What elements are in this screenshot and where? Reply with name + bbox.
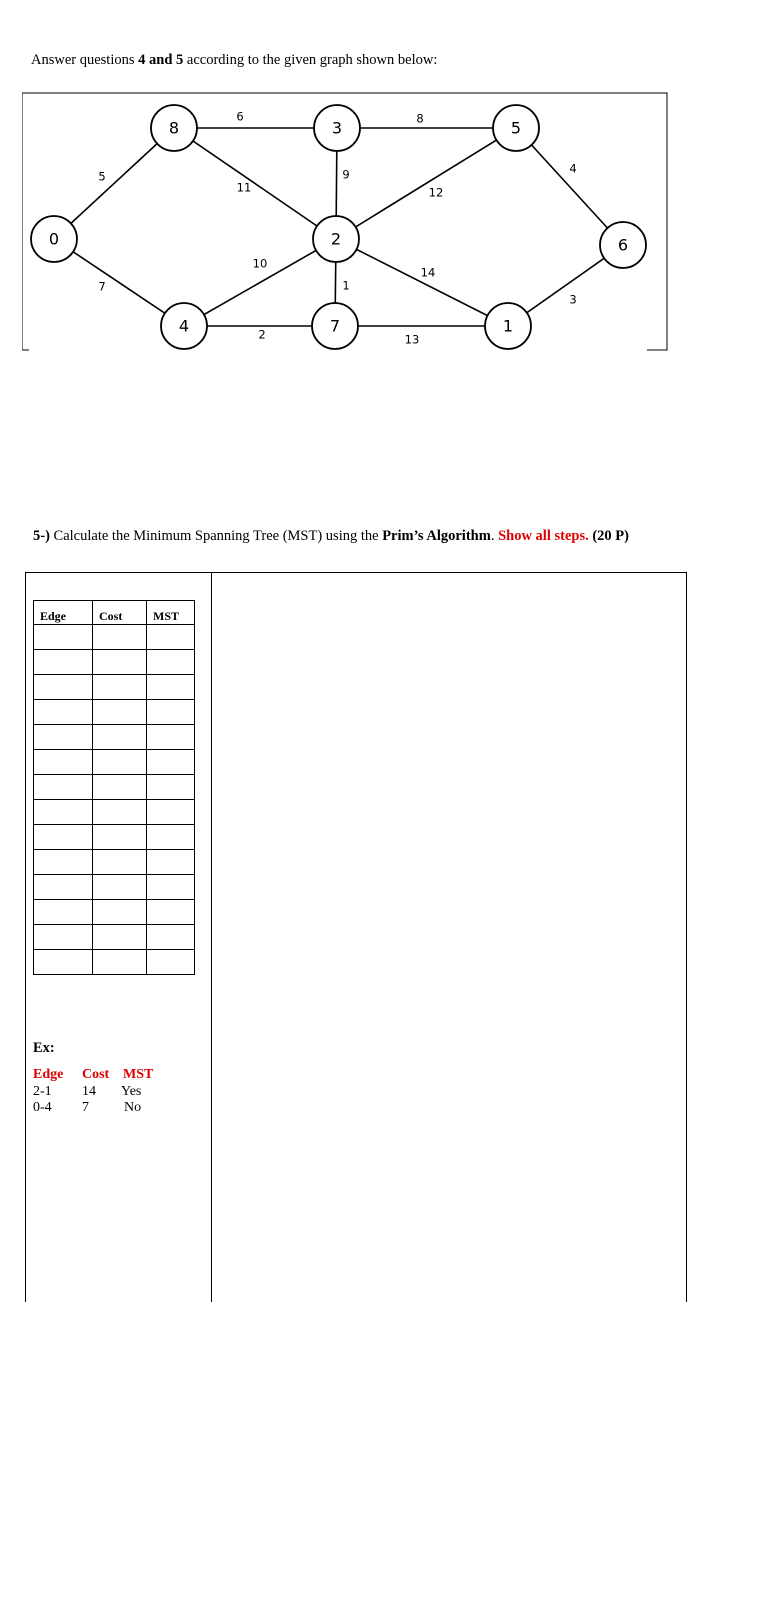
intro-text [31, 52, 437, 69]
mst-table-row [34, 675, 195, 700]
mst-table-cell[interactable] [34, 800, 93, 825]
mst-table-row [34, 750, 195, 775]
edge-0-8 [54, 128, 174, 239]
mst-table-cell[interactable] [34, 925, 93, 950]
mst-table-cell[interactable] [34, 725, 93, 750]
mst-table-cell[interactable] [34, 825, 93, 850]
intro-prefix: Answer questions [31, 52, 139, 68]
example-row [33, 1100, 193, 1117]
mst-table-cell[interactable] [34, 900, 93, 925]
mst-table-row [34, 625, 195, 650]
mst-table-cell[interactable] [93, 800, 147, 825]
node-label: 2 [330, 229, 342, 249]
question-algorithm: Prim’s Algorithm [382, 528, 491, 544]
question-number: 5-) [33, 528, 50, 544]
node-label: 1 [502, 316, 514, 336]
node-0 [31, 216, 77, 262]
mst-table-cell[interactable] [34, 775, 93, 800]
example-edge: 2-1 [33, 1083, 52, 1099]
mst-table-header-row [34, 601, 195, 625]
edge-weight-label: 4 [569, 161, 577, 176]
mst-table-cell[interactable] [34, 650, 93, 675]
example-header-row [33, 1067, 193, 1084]
node-label: 0 [48, 229, 60, 249]
mst-table-cell[interactable] [34, 675, 93, 700]
graph-figure [22, 92, 692, 367]
mst-table-cell[interactable] [147, 850, 195, 875]
mst-table-cell[interactable] [34, 950, 93, 975]
mst-table-cell[interactable] [147, 925, 195, 950]
mst-table-cell[interactable] [93, 950, 147, 975]
edge-weight-label: 12 [428, 185, 444, 200]
mst-table-cell[interactable] [147, 725, 195, 750]
mst-table-row [34, 900, 195, 925]
mst-header-cost: Cost [93, 601, 147, 625]
mst-table-cell[interactable] [147, 750, 195, 775]
mst-table-cell[interactable] [147, 950, 195, 975]
question-period: . [490, 528, 495, 544]
edge-weight-label: 6 [236, 109, 244, 124]
mst-table-row [34, 925, 195, 950]
edge-weight-label: 10 [252, 256, 268, 271]
node-2 [313, 216, 359, 262]
node-1 [485, 303, 531, 349]
mst-table-row [34, 850, 195, 875]
example-mst: No [124, 1100, 142, 1115]
mst-table-cell[interactable] [147, 825, 195, 850]
mst-table-cell[interactable] [93, 675, 147, 700]
mst-table-row [34, 950, 195, 975]
mst-table-row [34, 725, 195, 750]
edge-weight-label: 9 [342, 167, 350, 182]
intro-bold: 4 and 5 [138, 52, 184, 68]
example-mst: Yes [121, 1083, 142, 1099]
mst-table-row [34, 700, 195, 725]
mst-table-cell[interactable] [147, 650, 195, 675]
edge-weight-label: 1 [342, 278, 350, 293]
intro-suffix: according to the given graph shown below: [183, 52, 438, 68]
mst-table-cell[interactable] [34, 875, 93, 900]
mst-table-cell[interactable] [34, 750, 93, 775]
node-label: 3 [331, 118, 343, 138]
mst-table-cell[interactable] [34, 850, 93, 875]
mst-table-cell[interactable] [34, 625, 93, 650]
mst-table-cell[interactable] [147, 675, 195, 700]
mst-table-cell[interactable] [147, 800, 195, 825]
mst-table-row [34, 775, 195, 800]
example-cost: 7 [82, 1100, 89, 1115]
question-5 [33, 528, 629, 545]
example-edge: 0-4 [33, 1100, 52, 1115]
example-row [33, 1084, 193, 1101]
mst-table-row [34, 875, 195, 900]
example-header-mst: MST [123, 1067, 154, 1082]
example-block [33, 1067, 193, 1117]
mst-table-cell[interactable] [93, 775, 147, 800]
mst-table-cell[interactable] [93, 625, 147, 650]
edge-weight-label: 5 [98, 169, 106, 184]
edge-weight-label: 3 [569, 292, 577, 307]
node-3 [314, 105, 360, 151]
edge-weight-label: 13 [404, 332, 420, 347]
mst-table-row [34, 800, 195, 825]
example-title: Ex: [33, 1040, 55, 1056]
edge-weight-label: 2 [258, 327, 266, 342]
mst-table-cell[interactable] [93, 750, 147, 775]
example-header-cost: Cost [82, 1067, 110, 1082]
node-6 [600, 222, 646, 268]
mst-table-cell[interactable] [93, 700, 147, 725]
mst-table-cell[interactable] [147, 875, 195, 900]
node-label: 7 [329, 316, 341, 336]
mst-header-mst: MST [147, 601, 195, 625]
edge-2-1 [336, 239, 508, 326]
graph-nodes [31, 105, 646, 349]
node-label: 6 [617, 235, 629, 255]
mst-table-cell[interactable] [34, 700, 93, 725]
mst-table-cell[interactable] [93, 850, 147, 875]
mst-table-cell[interactable] [93, 925, 147, 950]
mst-table-cell[interactable] [147, 775, 195, 800]
mst-table-cell[interactable] [147, 700, 195, 725]
mst-table-cell[interactable] [147, 900, 195, 925]
node-8 [151, 105, 197, 151]
mst-table-cell[interactable] [93, 900, 147, 925]
mst-table-cell[interactable] [93, 825, 147, 850]
question-text: Calculate the Minimum Spanning Tree (MST) using the [49, 528, 383, 544]
edge-weight-label: 11 [236, 180, 252, 195]
question-points: (20 P) [592, 528, 629, 544]
node-label: 4 [178, 316, 190, 336]
mst-table [33, 600, 195, 975]
edge-5-2 [336, 128, 516, 239]
edge-weight-label: 7 [98, 279, 106, 294]
node-7 [312, 303, 358, 349]
edge-2-4 [184, 239, 336, 326]
node-label: 5 [510, 118, 522, 138]
example-cost: 14 [82, 1083, 96, 1099]
mst-table-body [34, 625, 195, 975]
question-instruction: Show all steps. [498, 528, 589, 544]
mst-table-cell[interactable] [93, 650, 147, 675]
mst-table-cell[interactable] [147, 625, 195, 650]
example-header-edge: Edge [33, 1067, 64, 1082]
mst-header-edge: Edge [34, 601, 93, 625]
edge-weight-label: 14 [420, 265, 436, 280]
node-5 [493, 105, 539, 151]
node-4 [161, 303, 207, 349]
mst-table-row [34, 650, 195, 675]
mst-table-row [34, 825, 195, 850]
mst-table-cell[interactable] [93, 875, 147, 900]
mst-table-cell[interactable] [93, 725, 147, 750]
edge-weight-label: 8 [416, 111, 424, 126]
node-label: 8 [168, 118, 180, 138]
edge-8-2 [174, 128, 336, 239]
